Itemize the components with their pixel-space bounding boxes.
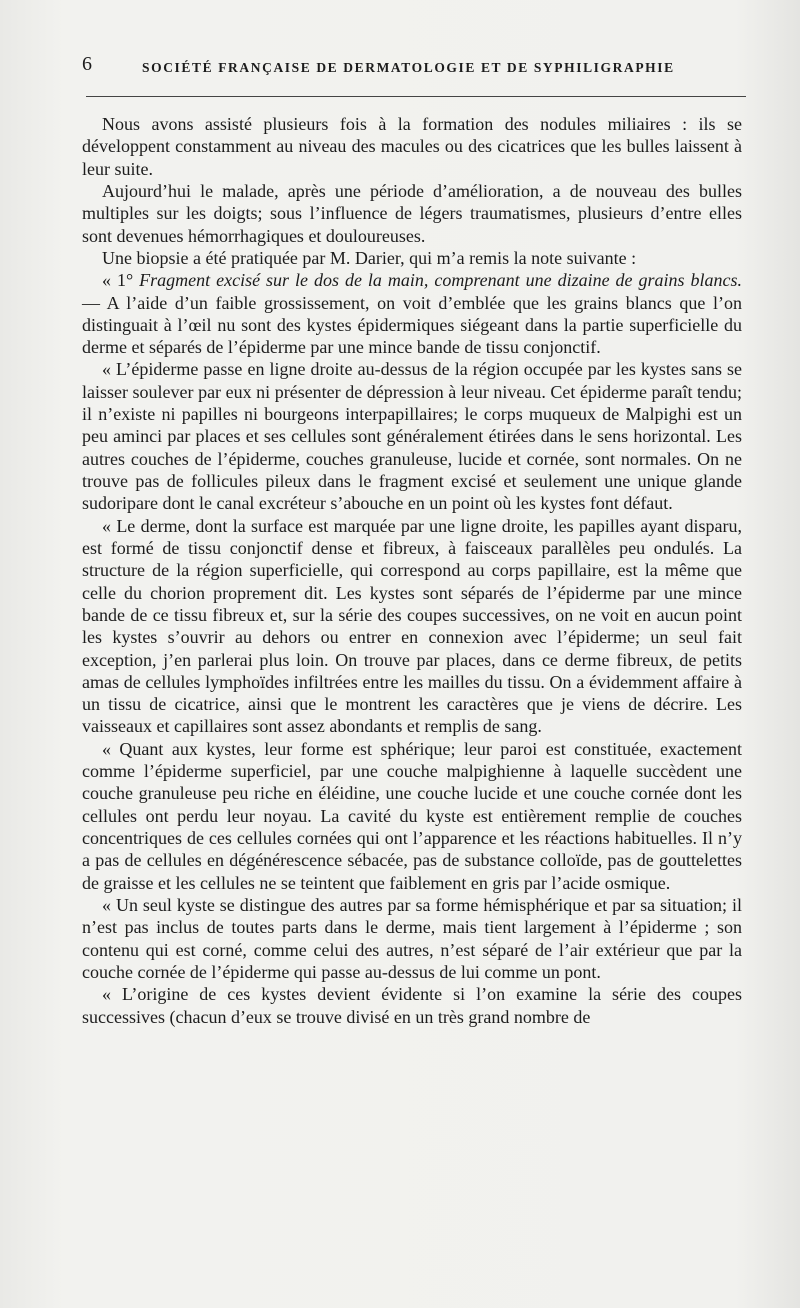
page-header xyxy=(82,50,742,80)
running-head: SOCIÉTÉ FRANÇAISE DE DERMATOLOGIE ET DE SYPHILIGRAPHIE xyxy=(142,60,675,75)
body-text xyxy=(82,113,742,1028)
paragraph: « Le derme, dont la surface est marquée par une ligne droite, les papilles ayant disparu, est formé de tissu conjonctif dense et fibreux, à faisceaux parallèles peu ondulés. La structure de la région superficielle, qui correspond au corps papillaire, est la même que celle du chorion proprement dit. Les kystes sont séparés de l’épiderme par une mince bande de ce tissu fibreux et, sur la série des coupes successives, on ne voit en aucun point les kystes s’ouvrir au dehors ou entrer en connexion avec l’épiderme; un seul fait exception, j’en parlerai plus loin. On trouve par places, dans ce derme fibreux, de petits amas de cellules lymphoïdes infiltrées entre les mailles du tissu. On a évidemment affaire à un tissu de cicatrice, ainsi que le montrent les caractères que je viens de décrire. Les vaisseaux et capillaires sont assez abondants et remplis de sang. xyxy=(82,515,742,737)
paragraph: « Un seul kyste se distingue des autres par sa forme hémisphérique et par sa situation; il n’est pas inclus de toutes parts dans le derme, mais tient largement à l’épiderme ; son contenu qui est corné, comme celui des autres, n’est séparé de l’air extérieur que par la couche cornée de l’épiderme qui passe au-dessus de lui comme un pont. xyxy=(82,894,742,982)
header-rule xyxy=(86,96,746,97)
paragraph: « 1° Fragment excisé sur le dos de la main, comprenant une dizaine de grains blancs. — A l’aide d’un faible grossissement, on voit d’emblée que les grains blancs que l’on distinguait à l’œil nu sont des kystes épidermiques siégeant dans la partie superficielle du derme et séparés de l’épiderme par une mince bande de tissu conjonctif. xyxy=(82,270,742,358)
paragraph: Une biopsie a été pratiquée par M. Darier, qui m’a remis la note suivante : xyxy=(102,247,637,268)
paragraph: « L’origine de ces kystes devient évidente si l’on examine la série des coupes successives (chacun d’eux se trouve divisé en un très grand nombre de xyxy=(82,984,742,1027)
paragraph: Nous avons assisté plusieurs fois à la formation des nodules miliaires : ils se développent constamment au niveau des macules ou des cicatrices que les bulles laissent à leur suite. xyxy=(82,114,742,179)
paragraph: « Quant aux kystes, leur forme est sphérique; leur paroi est constituée, exactement comme l’épiderme superficiel, par une couche malpighienne à laquelle succèdent une couche granuleuse peu riche en éléidine, une couche lucide et une couche cornée dont les cellules ont perdu leur noyau. La cavité du kyste est entièrement remplie de couches concentriques de ces cellules cornées qui ont l’apparence et les réactions habituelles. Il n’y a pas de cellules en dégénérescence sébacée, pas de substance colloïde, pas de gouttelettes de graisse et les cellules ne se teintent que faiblement en gris par l’acide osmique. xyxy=(82,738,742,893)
paragraph: Aujourd’hui le malade, après une période d’amélioration, a de nouveau des bulles multiples sur les doigts; sous l’influence de légers traumatismes, plusieurs d’entre elles sont devenues hémorrhagiques et douloureuses. xyxy=(82,180,742,246)
paragraph: « L’épiderme passe en ligne droite au-dessus de la région occupée par les kystes sans se laisser soulever par eux ni présenter de dépression à leur niveau. Cet épiderme paraît tendu; il n’existe ni papilles ni bourgeons interpapillaires; le corps muqueux de Malpighi est un peu aminci par places et ses cellules sont généralement étirées dans le sens horizontal. Les autres couches de l’épiderme, couches granuleuse, lucide et cornée, sont normales. On ne trouve pas de follicules pileux dans le fragment excisé et seulement une unique glande sudoripare dont le canal excréteur s’abouche en un point où les kystes font défaut. xyxy=(82,359,742,514)
italic-heading: Fragment excisé sur le dos de la main, comprenant une dizaine de grains blancs. xyxy=(139,270,742,291)
page-number: 6 xyxy=(82,53,93,75)
